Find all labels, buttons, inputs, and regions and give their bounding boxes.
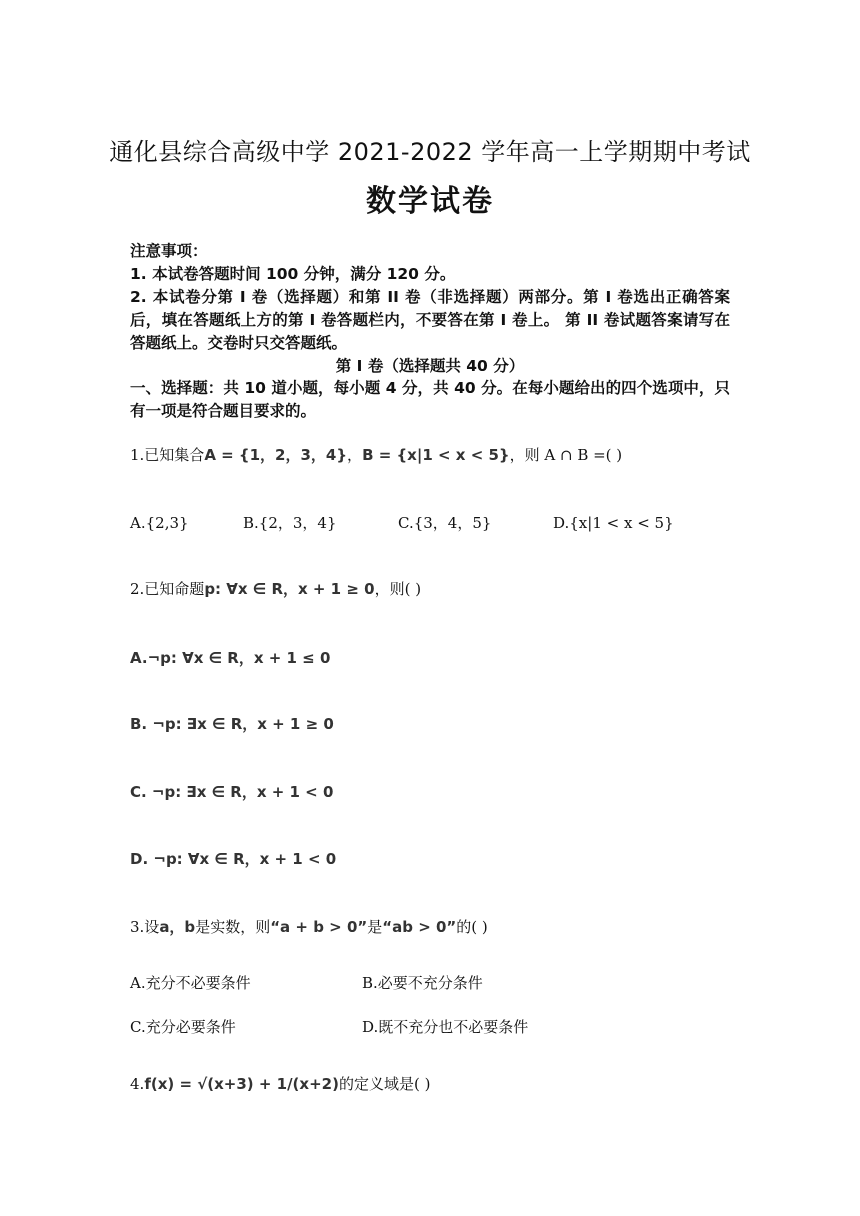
notes-line-1: 1. 本试卷答题时间 100 分钟，满分 120 分。 — [130, 265, 456, 283]
q1-option-b: B.{2，3，4} — [243, 514, 337, 532]
q1-option-c: C.{3，4，5} — [398, 514, 492, 532]
q1-sep: ， — [347, 446, 363, 464]
notes-line-2: 2. 本试卷分第 I 卷（选择题）和第 II 卷（非选择题）两部分。第 I 卷选出正确答案后，填在答题纸上方的第 I 卷答题栏内，不要答在第 I 卷上。 第 II 卷试题答案请写在答题纸上。交卷时只交答题纸。 — [130, 288, 730, 352]
q1-stem-prefix: 1.已知集合 — [130, 446, 205, 464]
question-2 — [130, 578, 421, 600]
q2-option-b: B. ¬p: ∃x ∈ R，x + 1 ≥ 0 — [130, 715, 334, 733]
q3-option-a: A.充分不必要条件 — [130, 974, 251, 992]
q3-stem-prefix: 3.设 — [130, 918, 160, 936]
q2-option-c: C. ¬p: ∃x ∈ R，x + 1 < 0 — [130, 783, 334, 801]
question-4 — [130, 1073, 430, 1095]
q3-option-b: B.必要不充分条件 — [362, 974, 483, 992]
q3-stem-mid: 是实数，则 — [195, 918, 271, 936]
question-3 — [130, 916, 488, 938]
q2-option-a: A.¬p: ∀x ∈ R，x + 1 ≤ 0 — [130, 649, 331, 667]
q1-math-set-a: A = {1，2，3，4} — [204, 446, 348, 464]
q2-stem-prefix: 2.已知命题 — [130, 580, 205, 598]
q3-math-product: “ab > 0” — [382, 918, 457, 936]
section-instruction: 一、选择题：共 10 道小题，每小题 4 分，共 40 分。在每小题给出的四个选项中，只有一项是符合题目要求的。 — [130, 379, 730, 420]
q3-option-c: C.充分必要条件 — [130, 1018, 236, 1036]
q2-option-d: D. ¬p: ∀x ∈ R，x + 1 < 0 — [130, 850, 337, 868]
exam-subtitle: 数学试卷 — [366, 184, 494, 219]
volume-title: 第 I 卷（选择题共 40 分） — [335, 357, 525, 375]
q3-stem-suffix: 的( ) — [456, 918, 488, 936]
q3-math-sum: “a + b > 0” — [270, 918, 368, 936]
q1-math-set-b: B = {x|1 < x < 5} — [362, 446, 510, 464]
question-1 — [130, 444, 622, 466]
q1-stem-suffix: ，则 A ∩ B =( ) — [509, 446, 623, 464]
q2-math-proposition: p: ∀x ∈ R，x + 1 ≥ 0 — [204, 580, 375, 598]
q4-stem-prefix: 4. — [130, 1075, 145, 1093]
q1-option-d: D.{x|1 < x < 5} — [553, 514, 674, 532]
q2-stem-suffix: ，则( ) — [374, 580, 422, 598]
q3-option-d: D.既不充分也不必要条件 — [362, 1018, 529, 1036]
notes-heading: 注意事项： — [130, 242, 208, 260]
q1-option-a: A.{2,3} — [130, 514, 189, 532]
exam-title: 通化县综合高级中学 2021-2022 学年高一上学期期中考试 — [109, 138, 751, 166]
q4-math-function: f(x) = √(x+3) + 1/(x+2) — [144, 1075, 339, 1093]
q4-stem-suffix: 的定义域是( ) — [338, 1075, 431, 1093]
q3-stem-mid2: 是 — [367, 918, 383, 936]
q3-math-ab: a，b — [159, 918, 196, 936]
